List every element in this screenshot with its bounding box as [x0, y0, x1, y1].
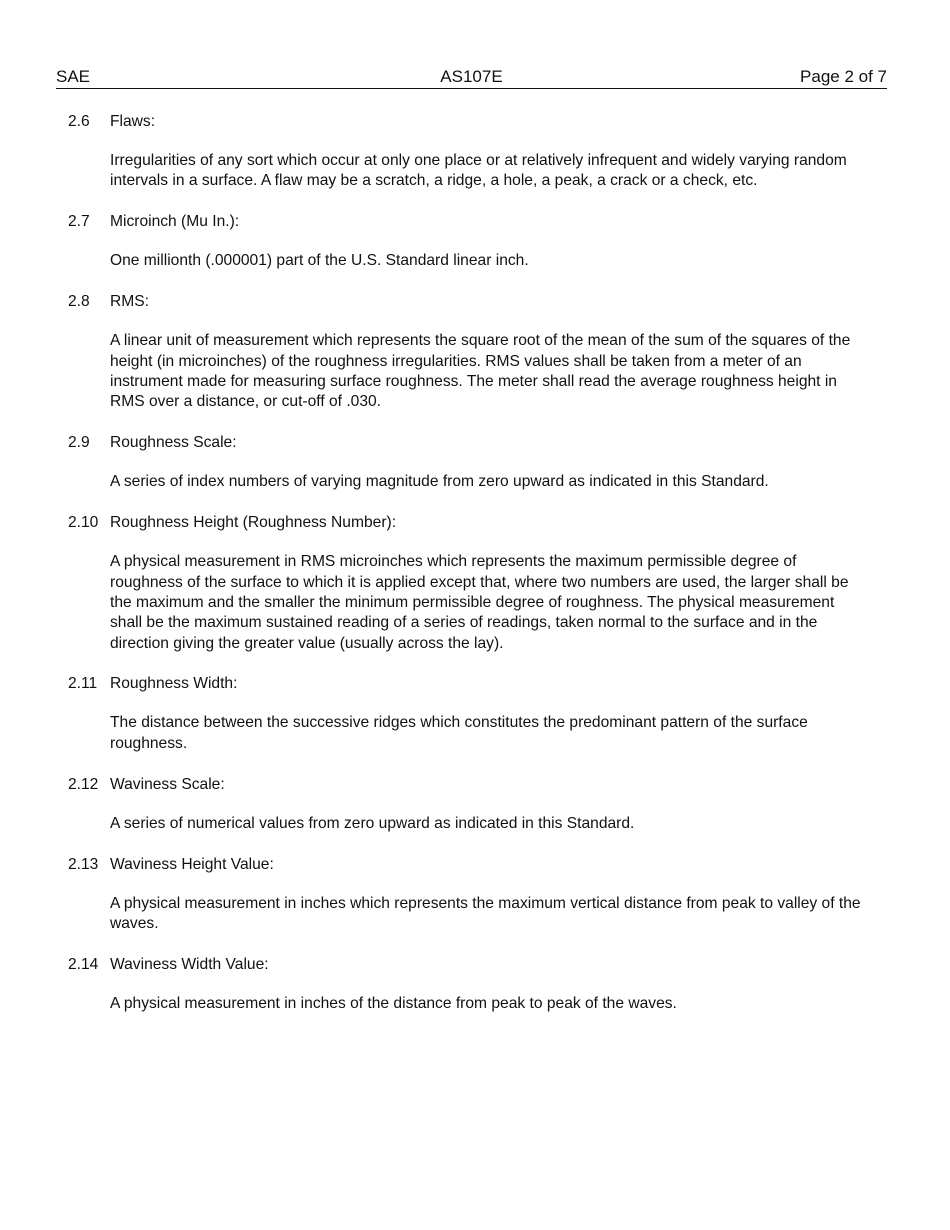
section-body: A linear unit of measurement which represents the square root of the mean of the sum of the squares of the height (in microinches) of the roughness irregularities. RMS values shall be taken from a meter of an instrument made for measuring surface roughness. The meter shall read the average roughness height in RMS over a distance, or cut-off of .030. [110, 332, 851, 411]
section-number: 2.12 [68, 776, 99, 794]
section-body: The distance between the successive ridges which constitutes the predominant pattern of the surface roughness. [110, 714, 808, 752]
section-body: A physical measurement in inches which represents the maximum vertical distance from peak to valley of the waves. [110, 894, 861, 932]
definitions-list [0, 111, 950, 1015]
section-number: 2.6 [68, 113, 90, 130]
section-heading [0, 854, 950, 875]
section-title: Microinch (Mu In.): [110, 212, 240, 230]
section-heading [0, 512, 950, 533]
section-title: Waviness Width Value: [110, 956, 269, 974]
section-number: 2.10 [68, 514, 99, 532]
section-title: Roughness Width: [110, 675, 238, 693]
section-title: Roughness Height (Roughness Number): [110, 514, 397, 532]
header-organization: SAE [56, 67, 91, 86]
section-2-12 [0, 774, 950, 834]
section-2-14 [0, 954, 950, 1014]
section-number: 2.9 [68, 433, 90, 451]
section-number: 2.14 [68, 956, 99, 974]
section-2-8 [0, 291, 950, 413]
section-body: A physical measurement in RMS microinches which represents the maximum permissible degree of roughness of the surface to which it is applied except that, where two numbers are used, the larger shall be the maximum and the smaller the minimum permissible degree of roughness. The physical measurement shall be the maximum sustained reading of a series of readings, taken normal to the surface and in the direction giving the greater value (usually across the lay). [110, 553, 849, 652]
section-body: Irregularities of any sort which occur at only one place or at relatively infrequent and widely varying random intervals in a surface. A flaw may be a scratch, a ridge, a hole, a peak, a crack or a check, etc. [110, 152, 847, 190]
section-number: 2.7 [68, 212, 90, 230]
section-body: A physical measurement in inches of the distance from peak to peak of the waves. [110, 995, 677, 1013]
section-2-6 [0, 111, 950, 192]
section-heading [0, 291, 950, 312]
section-heading [0, 211, 950, 232]
section-title: Roughness Scale: [110, 433, 237, 451]
section-body: A series of numerical values from zero upward as indicated in this Standard. [110, 815, 635, 833]
section-number: 2.11 [68, 675, 98, 693]
section-heading [0, 774, 950, 795]
section-title: Flaws: [110, 113, 156, 130]
header-document-id: AS107E [440, 67, 503, 86]
section-heading [0, 432, 950, 453]
section-2-13 [0, 854, 950, 935]
section-body: One millionth (.000001) part of the U.S. Standard linear inch. [110, 251, 529, 269]
section-title: Waviness Scale: [110, 776, 225, 794]
section-heading [0, 111, 950, 132]
header-page-number: Page 2 of 7 [800, 67, 887, 86]
section-title: RMS: [110, 293, 149, 311]
section-body: A series of index numbers of varying magnitude from zero upward as indicated in this Standard. [110, 472, 769, 490]
section-2-9 [0, 432, 950, 492]
section-2-11 [0, 673, 950, 754]
section-number: 2.13 [68, 855, 99, 873]
page-header [56, 66, 887, 89]
section-number: 2.8 [68, 293, 90, 311]
section-2-10 [0, 512, 950, 654]
section-title: Waviness Height Value: [110, 855, 274, 873]
section-2-7 [0, 211, 950, 271]
section-heading [0, 673, 950, 694]
section-heading [0, 954, 950, 975]
